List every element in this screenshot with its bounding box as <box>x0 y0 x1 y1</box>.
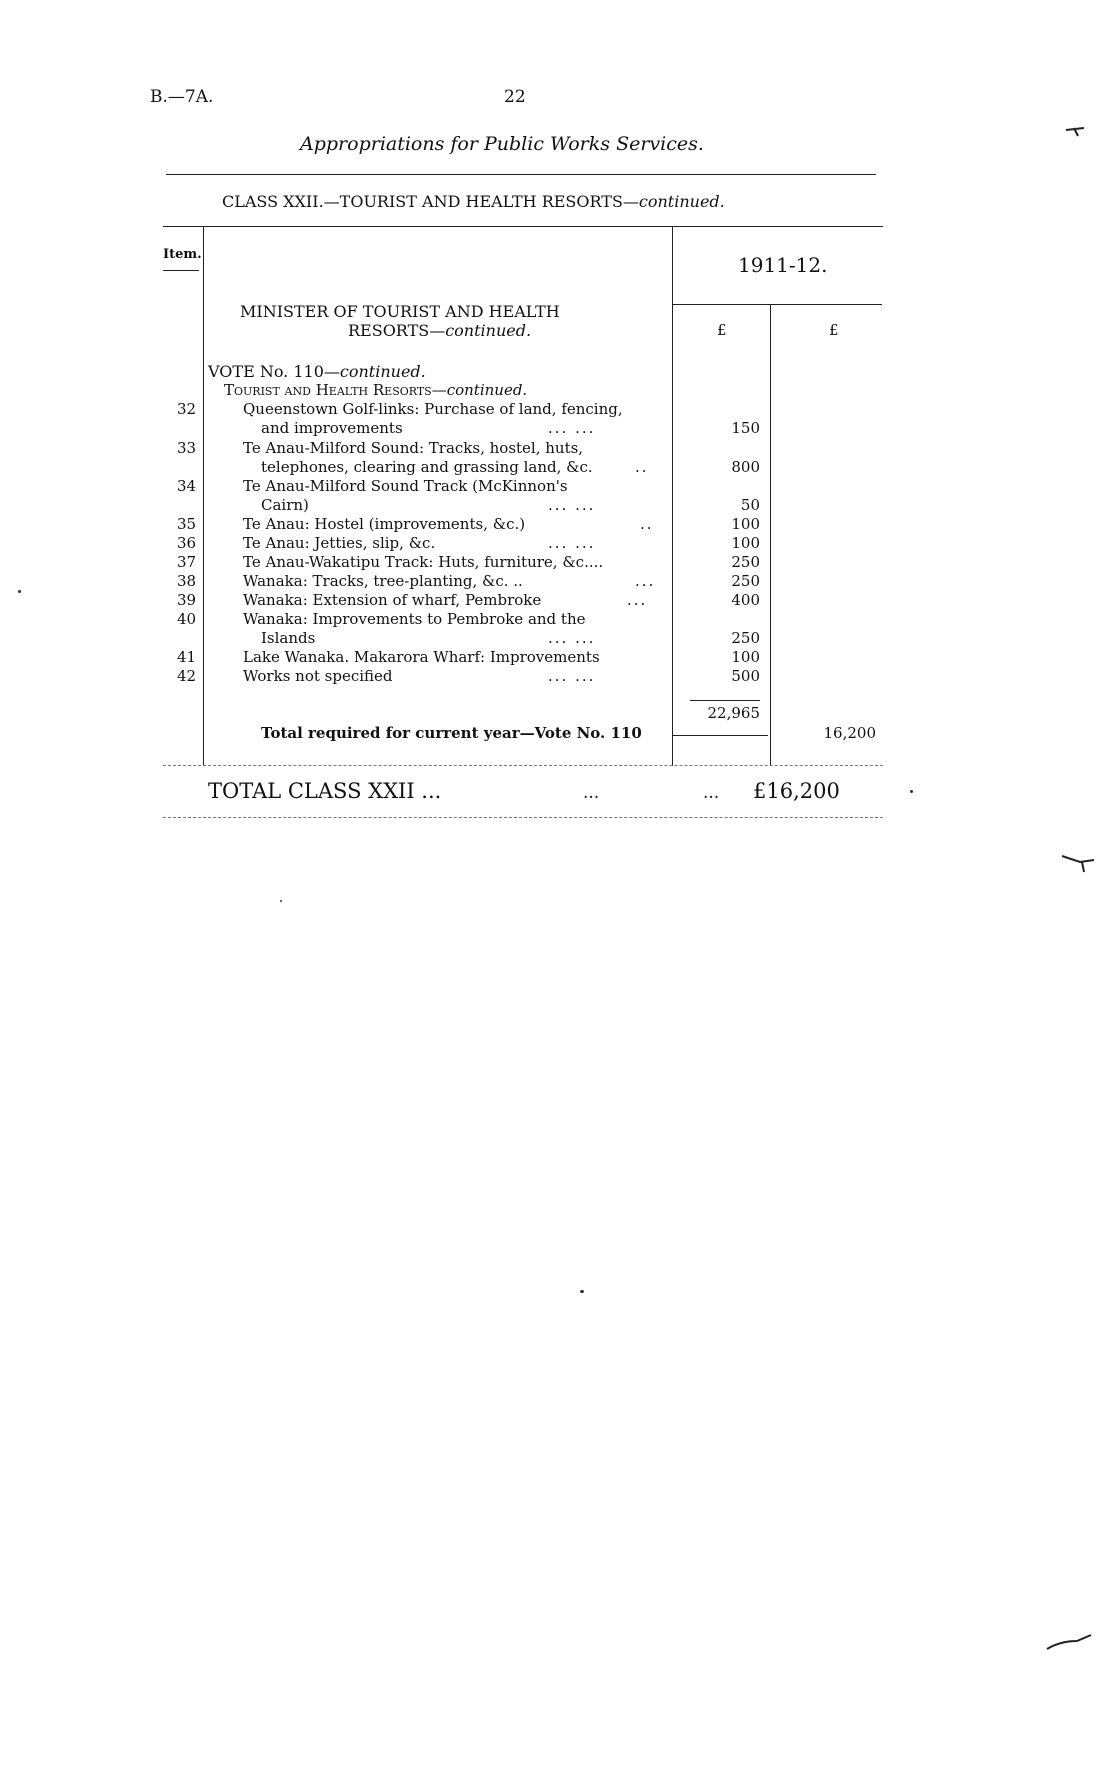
vote-heading: VOTE No. 110—continued. <box>208 362 426 381</box>
scan-speck <box>580 1290 584 1293</box>
item-description-cont: and improvements <box>261 419 403 437</box>
item-number: 36 <box>177 534 197 552</box>
item-description: Works not specified <box>243 667 393 685</box>
subtotal-amount: 22,965 <box>707 704 760 722</box>
scan-speck <box>280 900 282 902</box>
leader-dots: .. <box>635 458 649 476</box>
item-number: 38 <box>177 572 197 590</box>
scan-mark <box>1060 850 1100 880</box>
grand-total-amount: £16,200 <box>753 779 840 803</box>
item-amount: 800 <box>731 458 760 476</box>
scan-speck <box>18 590 21 593</box>
item-description-cont: Cairn) <box>261 496 309 514</box>
grand-total-dots: ... <box>583 783 600 803</box>
year-header-rule <box>672 304 882 305</box>
leader-dots: ... ... <box>548 534 596 552</box>
leader-dots: ... <box>635 572 656 590</box>
item-amount: 250 <box>731 553 760 571</box>
item-description: Te Anau: Jetties, slip, &c. <box>243 534 436 552</box>
item-number: 40 <box>177 610 197 628</box>
minister-heading-line1: MINISTER OF TOURIST AND HEALTH <box>240 302 560 321</box>
item-header-underline <box>163 270 199 271</box>
item-number: 41 <box>177 648 197 666</box>
class-heading <box>222 192 725 211</box>
item-column-divider <box>203 226 204 766</box>
item-description-cont: Islands <box>261 629 316 647</box>
item-amount: 500 <box>731 667 760 685</box>
table-top-rule <box>163 226 883 227</box>
leader-dots: ... ... <box>548 629 596 647</box>
grand-total-rule <box>163 817 883 818</box>
item-column-header: Item. <box>163 247 202 262</box>
class-heading-suffix: continued. <box>638 192 725 211</box>
total-amount: 16,200 <box>823 724 876 742</box>
item-description: Te Anau-Milford Sound Track (McKinnon's <box>243 477 568 495</box>
total-label: Total required for current year—Vote No. 110 <box>261 724 642 742</box>
leader-dots: ... <box>627 591 648 609</box>
currency-left: £ <box>717 321 727 339</box>
running-title: Appropriations for Public Works Services. <box>300 133 704 155</box>
subtotal-underline <box>672 735 768 736</box>
leader-dots: ... ... <box>548 667 596 685</box>
item-amount: 250 <box>731 572 760 590</box>
item-description: Te Anau-Milford Sound: Tracks, hostel, huts, <box>243 439 584 457</box>
item-amount: 250 <box>731 629 760 647</box>
item-description: Te Anau-Wakatipu Track: Huts, furniture, &c.... <box>243 553 604 571</box>
currency-right: £ <box>829 321 839 339</box>
leader-dots: ... ... <box>548 496 596 514</box>
item-number: 33 <box>177 439 197 457</box>
item-amount: 100 <box>731 534 760 552</box>
subtotal-rule <box>690 700 760 701</box>
item-amount: 100 <box>731 515 760 533</box>
subhead: Tourist and Health Resorts—continued. <box>224 381 528 399</box>
item-amount: 150 <box>731 419 760 437</box>
class-heading-main: CLASS XXII.—TOURIST AND HEALTH RESORTS— <box>222 192 639 211</box>
leader-dots: .. <box>640 515 654 533</box>
item-amount: 400 <box>731 591 760 609</box>
minister-heading-line2: RESORTS—continued. <box>348 321 532 340</box>
item-number: 32 <box>177 400 197 418</box>
item-description: Wanaka: Tracks, tree-planting, &c. .. <box>243 572 523 590</box>
scan-speck <box>910 790 913 793</box>
item-description: Te Anau: Hostel (improvements, &c.) <box>243 515 526 533</box>
item-description-cont: telephones, clearing and grassing land, &c. <box>261 458 593 476</box>
header-rule <box>166 174 876 175</box>
document-reference: B.—7A. <box>150 87 214 107</box>
table-bottom-rule <box>163 765 883 766</box>
item-number: 34 <box>177 477 197 495</box>
item-description: Wanaka: Improvements to Pembroke and the <box>243 610 586 628</box>
scan-mark <box>1045 1625 1095 1655</box>
item-description: Lake Wanaka. Makarora Wharf: Improvements <box>243 648 600 666</box>
page-number: 22 <box>504 87 526 107</box>
grand-total-label: TOTAL CLASS XXII ... <box>208 779 442 803</box>
item-amount: 100 <box>731 648 760 666</box>
item-amount: 50 <box>740 496 760 514</box>
grand-total-dots: ... <box>703 783 720 803</box>
item-number: 35 <box>177 515 197 533</box>
leader-dots: ... ... <box>548 419 596 437</box>
total-column-divider <box>770 304 771 766</box>
year-header: 1911-12. <box>738 253 828 277</box>
amount-column-divider <box>672 226 673 766</box>
scan-mark <box>1064 120 1094 140</box>
item-description: Wanaka: Extension of wharf, Pembroke <box>243 591 542 609</box>
item-number: 42 <box>177 667 197 685</box>
item-number: 37 <box>177 553 197 571</box>
item-number: 39 <box>177 591 197 609</box>
item-description: Queenstown Golf-links: Purchase of land, fencing, <box>243 400 623 418</box>
